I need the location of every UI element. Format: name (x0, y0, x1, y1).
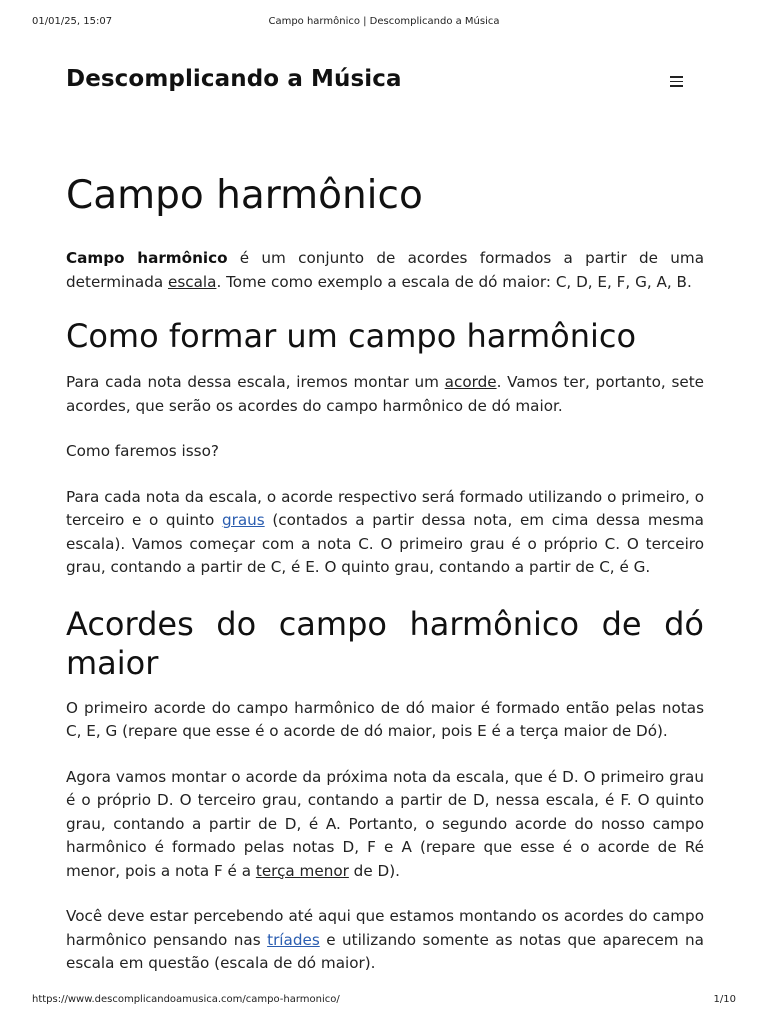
print-document-title: Campo harmônico | Descomplicando a Música (268, 16, 500, 27)
link-escala[interactable]: escala (167, 272, 217, 291)
paragraph-graus: Para cada nota da escala, o acorde respectivo será formado utilizando o primeiro, o terceiro e o quinto graus (contados a partir dessa nota, em cima dessa mesma escala). Vamos começar com a nota C. O primeiro grau é o próprio C. O terceiro grau, contando a partir de C, é E. O quinto grau, contando a partir de C, é G. (66, 487, 704, 576)
site-header (66, 62, 704, 102)
link-triades[interactable]: tríades (267, 930, 320, 949)
site-title[interactable]: Descomplicando a Música (66, 66, 402, 92)
print-header (32, 16, 736, 30)
paragraph-triades: Você deve estar percebendo até aqui que estamos montando os acordes do campo harmônico pensando nas tríades e utilizando somente as notas que aparecem na escala em questão (escala de dó maior). (66, 907, 704, 972)
article-content (66, 168, 704, 976)
link-terca-menor[interactable]: terça menor (255, 861, 349, 880)
section-heading-acordes-do-maior: Acordes do campo harmônico de dó maior (66, 604, 704, 682)
intro-paragraph: Campo harmônico é um conjunto de acordes formados a partir de uma determinada escala. Tome como exemplo a escala de dó maior: C, D, E, F, G, A, B. (66, 249, 705, 291)
paragraph-como-faremos: Como faremos isso? (66, 442, 219, 460)
paragraph-montar-acorde: Para cada nota dessa escala, iremos montar um acorde. Vamos ter, portanto, sete acordes, que serão os acordes do campo harmônico de dó maior. (66, 373, 705, 415)
hamburger-menu-icon[interactable] (668, 72, 686, 90)
section-heading-como-formar: Como formar um campo harmônico (66, 317, 637, 355)
page-title: Campo harmônico (66, 173, 423, 218)
print-page-number: 1/10 (713, 994, 736, 1005)
print-url: https://www.descomplicandoamusica.com/campo-harmonico/ (32, 994, 340, 1005)
intro-bold-term: Campo harmônico (66, 249, 228, 267)
paragraph-segundo-acorde: Agora vamos montar o acorde da próxima nota da escala, que é D. O primeiro grau é o próprio D. O terceiro grau, contando a partir de D, nessa escala, é F. O quinto grau, contando a partir de D, é A. Portanto, o segundo acorde do nosso campo harmônico é formado pelas notas D, F e A (repare que esse é o acorde de Ré menor, pois a nota F é a terça menor de D). (66, 767, 704, 880)
link-acorde[interactable]: acorde (444, 373, 497, 391)
print-datetime: 01/01/25, 15:07 (32, 16, 113, 27)
print-footer (32, 994, 736, 1008)
link-graus[interactable]: graus (221, 511, 265, 529)
paragraph-primeiro-acorde: O primeiro acorde do campo harmônico de dó maior é formado então pelas notas C, E, G (repare que esse é o acorde de dó maior, pois E é a terça maior de Dó). (66, 698, 704, 740)
